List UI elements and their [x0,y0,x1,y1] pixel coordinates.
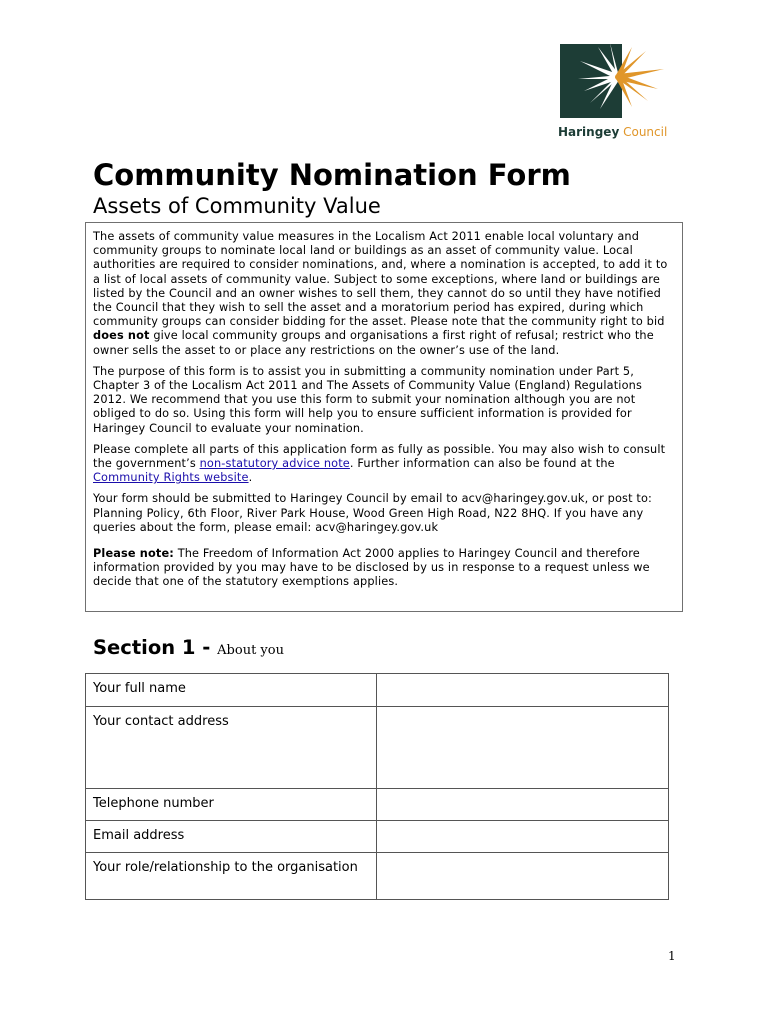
table-row [86,853,669,900]
community-rights-link[interactable]: Community Rights website [93,471,249,485]
page-subtitle: Assets of Community Value [93,194,381,218]
page-title: Community Nomination Form [93,158,571,192]
page-number: 1 [668,949,676,963]
full-name-field[interactable] [376,674,668,707]
intro-paragraph-4: Your form should be submitted to Haringey Council by email to acv@haringey.gov.uk, or post to: Planning Policy, 6th Floor, River Park House, Wood Green High Road, N22 8HQ. If you have any queries about the form, please email: acv@haringey.gov.uk [93,492,652,534]
intro-paragraph-3: Please complete all parts of this application form as fully as possible. You may also wish to consult the government’s non-statutory advice note. Further information can also be found at the Community Rights website. [93,442,666,485]
haringey-council-logo [556,44,680,144]
table-row [86,789,669,821]
logo-word-haringey: Haringey [558,125,620,139]
telephone-field[interactable] [376,789,668,821]
contact-address-label: Your contact address [86,707,377,789]
about-you-table [85,673,669,900]
table-row [86,821,669,853]
email-field[interactable] [376,821,668,853]
table-row [86,707,669,789]
advice-note-link[interactable]: non-statutory advice note [199,457,350,471]
logo-word-council: Council [623,125,668,139]
section-1-title: Section 1 - [93,636,218,659]
contact-address-field[interactable] [376,707,668,789]
table-row [86,674,669,707]
telephone-label: Telephone number [86,789,377,821]
intro-box [85,222,683,612]
section-1-heading [93,636,284,659]
logo-wordmark [558,125,667,139]
intro-paragraph-5: Please note: The Freedom of Information Act 2000 applies to Haringey Council and therefore information provided by you may have to be disclosed by us in response to a request unless we decide that one of the statutory exemptions applies. [93,547,650,589]
section-1-subtitle: About you [217,643,284,658]
intro-paragraph-1: The assets of community value measures in the Localism Act 2011 enable local voluntary and community groups to nominate local land or buildings as an asset of community value. Local authorities are required to consider nominations, and, where a nomination is accepted, to add it to a list of local assets of community value. Subject to some exceptions, where land or buildings are listed by the Council and an owner wishes to sell them, they cannot do so until they have notified the Council that they wish to sell the asset and a moratorium period has expired, during which community groups can consider bidding for the asset. Please note that the community right to bid does not give local community groups and organisations a first right of refusal; restrict who the owner sells the asset to or place any restrictions on the owner’s use of the land. [93,230,668,357]
email-label: Email address [86,821,377,853]
starburst-icon [556,44,680,122]
role-label: Your role/relationship to the organisation [86,853,377,900]
role-field[interactable] [376,853,668,900]
intro-paragraph-2: The purpose of this form is to assist you in submitting a community nomination under Part 5, Chapter 3 of the Localism Act 2011 and The Assets of Community Value (England) Regulations 2012. We recommend that you use this form to submit your nomination although you are not obliged to do so. Using this form will help you to ensure sufficient information is provided for Haringey Council to evaluate your nomination. [93,364,642,435]
full-name-label: Your full name [86,674,377,707]
